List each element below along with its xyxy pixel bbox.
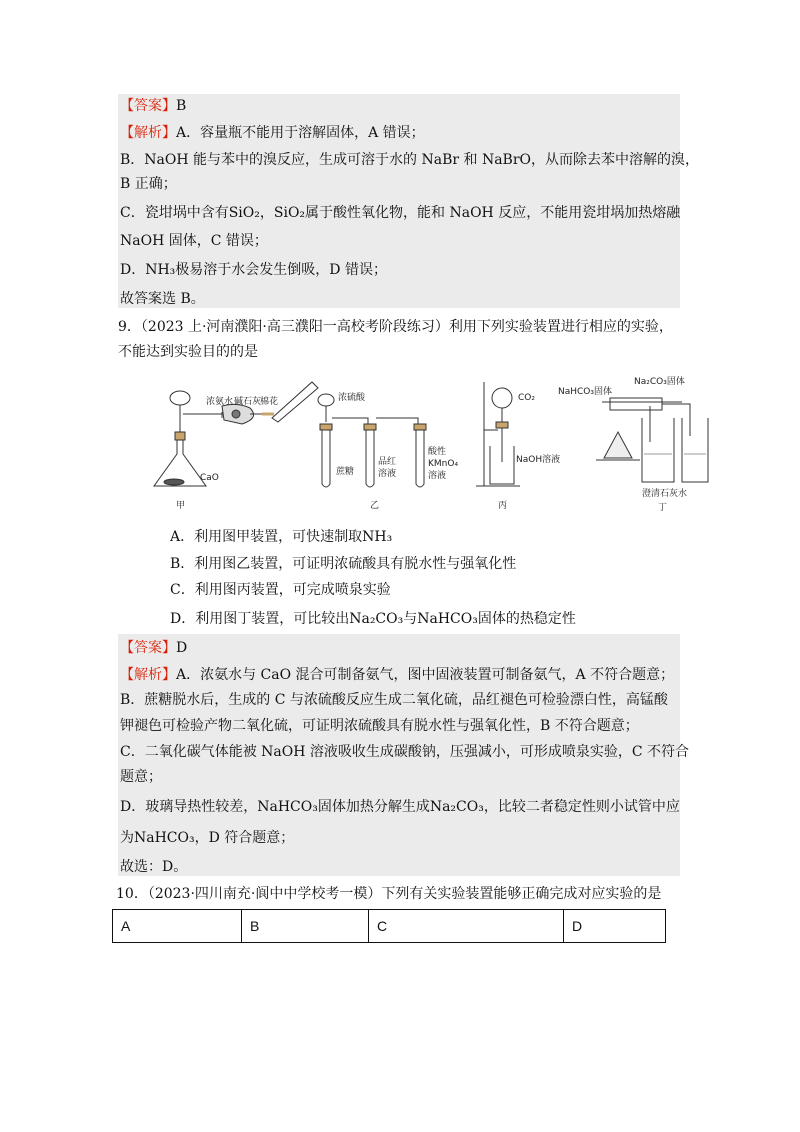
options-table xyxy=(112,909,666,943)
figure-label: 浓氨水 xyxy=(206,397,234,407)
figure-label: 溶液 xyxy=(378,469,397,479)
figure-label: CaO xyxy=(200,473,219,483)
figure-label: NaHCO₃固体 xyxy=(558,387,612,397)
analysis-text: A．容量瓶不能用于溶解固体，A 错误； xyxy=(176,125,425,141)
answer-line-q8 xyxy=(120,96,186,116)
table-cell: C xyxy=(369,910,564,943)
table-cell: A xyxy=(113,910,242,943)
analysis-text: 题意； xyxy=(120,769,162,785)
figure-label: 澄清石灰水 xyxy=(642,489,688,499)
analysis-text: A．浓氨水与 CaO 混合可制备氨气，图中固液装置可制备氨气，A 不符合题意； xyxy=(176,667,675,683)
analysis-text: NaOH 固体，C 错误； xyxy=(120,233,268,249)
table-cell: D xyxy=(564,910,666,943)
analysis-text: B．NaOH 能与苯中的溴反应，生成可溶于水的 NaBr 和 NaBrO，从而除去苯中溶解的溴， xyxy=(120,152,700,168)
table-row xyxy=(113,910,666,943)
analysis-line xyxy=(120,123,425,143)
figure-caption: 甲 xyxy=(176,501,186,511)
figure-label: 酸性 xyxy=(428,447,447,457)
analysis-text: 故答案选 B。 xyxy=(120,291,205,307)
figure-label: 溶液 xyxy=(428,471,447,481)
figure-label: 品红 xyxy=(378,457,397,467)
answer-value: D xyxy=(176,640,188,656)
question-stem: 9．（2023 上·河南濮阳·高三濮阳一高校考阶段练习）利用下列实验装置进行相应的实验， xyxy=(118,319,673,335)
question-stem: 不能达到实验目的的是 xyxy=(118,344,258,360)
apparatus-figure xyxy=(142,362,712,512)
answer-tag: 【答案】 xyxy=(120,640,176,656)
apparatus-ding xyxy=(596,398,708,482)
figure-label: 蔗糖 xyxy=(336,467,355,477)
figure-caption: 乙 xyxy=(370,501,380,511)
figure-label: 棉花 xyxy=(260,397,279,407)
option-d: D．利用图丁装置，可比较出Na₂CO₃与NaHCO₃固体的热稳定性 xyxy=(170,611,576,627)
analysis-text: C．瓷坩埚中含有SiO₂，SiO₂属于酸性氧化物，能和 NaOH 反应，不能用瓷坩埚加热熔融 xyxy=(120,205,681,221)
apparatus-bing xyxy=(476,382,520,486)
option-c: C．利用图丙装置，可完成喷泉实验 xyxy=(170,582,391,598)
answer-line-q9 xyxy=(120,638,187,658)
figure-label: KMnO₄ xyxy=(428,459,459,469)
analysis-line xyxy=(120,665,674,685)
apparatus-yi xyxy=(318,394,426,487)
figure-label: CO₂ xyxy=(518,393,535,403)
analysis-tag: 【解析】 xyxy=(120,667,176,683)
table-cell: B xyxy=(242,910,369,943)
analysis-text: D．玻璃导热性较差，NaHCO₃固体加热分解生成Na₂CO₃，比较二者稳定性则小试管中应 xyxy=(120,799,680,815)
question-stem: 10．（2023·四川南充·阆中中学校考一模）下列有关实验装置能够正确完成对应实验的是 xyxy=(116,886,662,902)
figure-label: Na₂CO₃固体 xyxy=(634,377,685,387)
analysis-text: B 正确； xyxy=(120,176,177,192)
analysis-text: 为NaHCO₃，D 符合题意； xyxy=(120,830,295,846)
answer-tag: 【答案】 xyxy=(120,98,176,114)
figure-caption: 丁 xyxy=(658,503,668,512)
answer-value: B xyxy=(176,98,187,114)
analysis-text: 故选：D。 xyxy=(120,859,188,875)
figure-label: 浓硫酸 xyxy=(338,393,366,403)
option-a: A．利用图甲装置，可快速制取NH₃ xyxy=(170,529,393,545)
option-b: B．利用图乙装置，可证明浓硫酸具有脱水性与强氧化性 xyxy=(170,556,517,572)
figure-label: 碱石灰 xyxy=(234,397,262,407)
analysis-text: 钾褪色可检验产物二氧化硫，可证明浓硫酸具有脱水性与强氧化性，B 不符合题意； xyxy=(120,718,639,734)
figure-caption: 丙 xyxy=(498,501,508,511)
analysis-text: C．二氧化碳气体能被 NaOH 溶液吸收生成碳酸钠，压强减小，可形成喷泉实验，C 不符合 xyxy=(120,744,690,760)
figure-label: NaOH溶液 xyxy=(516,455,561,465)
analysis-text: D．NH₃极易溶于水会发生倒吸，D 错误； xyxy=(120,262,387,278)
analysis-tag: 【解析】 xyxy=(120,125,176,141)
analysis-text: B．蔗糖脱水后，生成的 C 与浓硫酸反应生成二氧化硫，品红褪色可检验漂白性，高锰酸 xyxy=(120,692,668,708)
